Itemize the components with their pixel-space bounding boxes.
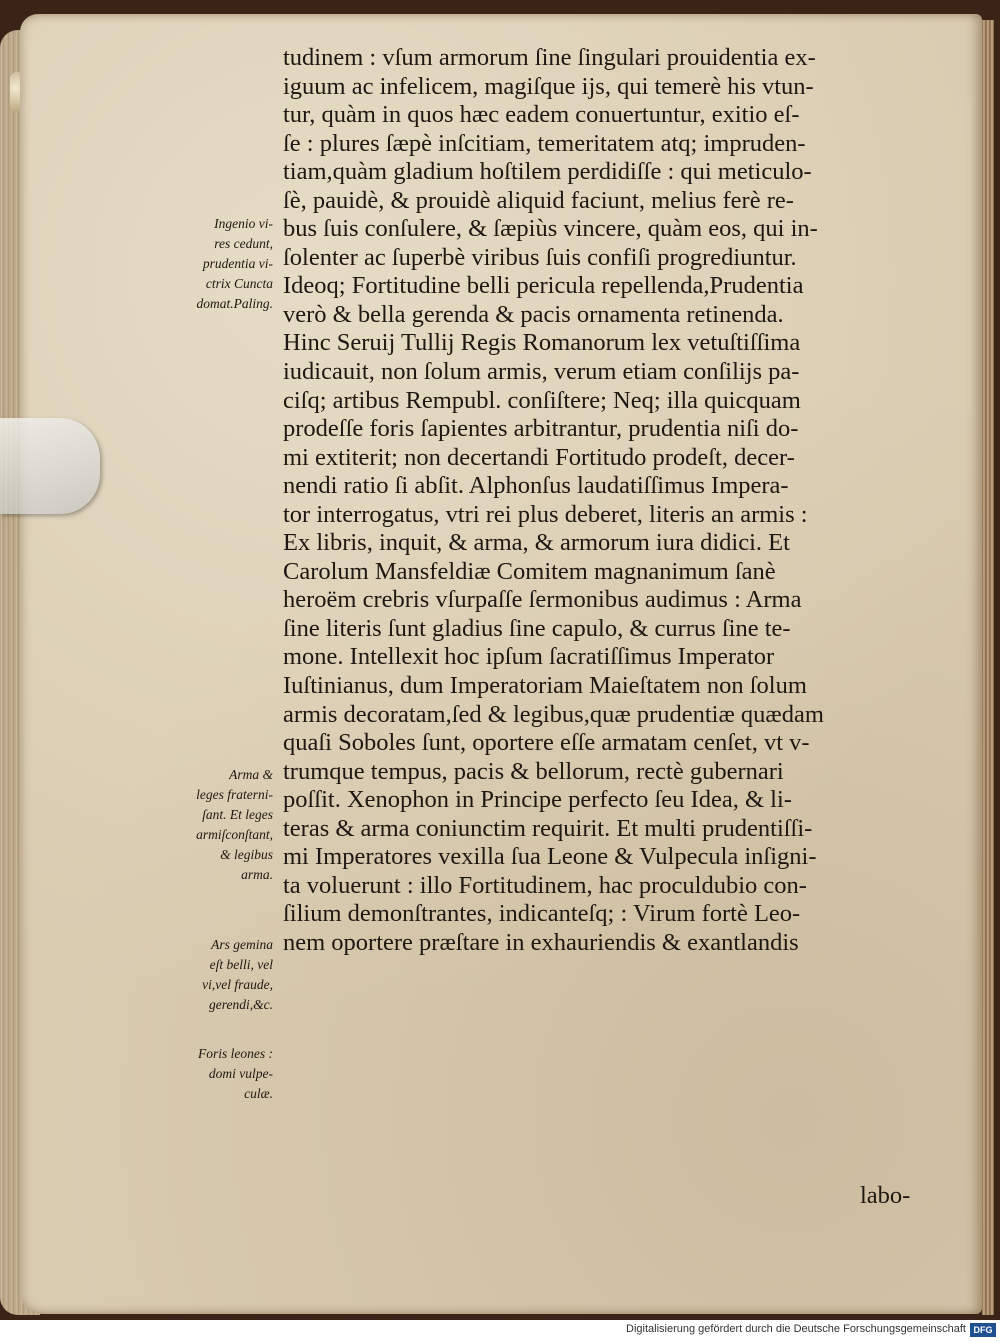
- marginal-note-line: ſant. Et leges: [202, 807, 273, 822]
- marginal-note-foris-leones: [158, 1044, 273, 1104]
- text-line: armis decoratam,ſed & legibus,quæ prudentiæ quædam: [283, 700, 824, 728]
- text-line: Ideoq; Fortitudine belli pericula repellenda,Prudentia: [283, 272, 804, 300]
- text-line: Hinc Seruij Tullij Regis Romanorum lex vetuſtiſſima: [283, 329, 801, 357]
- page-right-edge: [982, 20, 994, 1315]
- main-text-block: [283, 44, 933, 958]
- text-line: tiam,quàm gladium hoſtilem perdidiſſe : qui meticulo-: [283, 158, 812, 186]
- text-line: bus ſuis conſulere, & ſæpiùs vincere, quàm eos, qui in-: [283, 215, 818, 243]
- marginal-note-line: & legibus: [220, 847, 273, 862]
- marginal-note-line: Arma &: [229, 767, 273, 782]
- text-line: ſilium demonſtrantes, indicanteſq; : Virum fortè Leo-: [283, 900, 801, 928]
- marginal-note-line: res cedunt,: [214, 236, 273, 251]
- text-line: ta voluerunt : illo Fortitudinem, hac proculdubio con-: [283, 871, 807, 899]
- text-line: iudicauit, non ſolum armis, verum etiam conſilijs pa-: [283, 358, 800, 386]
- marginal-note-line: gerendi,&c.: [209, 997, 273, 1012]
- book-clip: [0, 418, 100, 514]
- marginal-note-line: domi vulpe-: [208, 1066, 273, 1081]
- marginal-note-line: culæ.: [244, 1086, 273, 1101]
- text-line: trumque tempus, pacis & bellorum, rectè gubernari: [283, 757, 784, 785]
- text-line: mi Imperatores vexilla ſua Leone & Vulpecula inſigni-: [283, 843, 817, 871]
- marginal-note-line: Ingenio vi-: [214, 216, 273, 231]
- text-line: Ex libris, inquit, & arma, & armorum iura didici. Et: [283, 529, 790, 557]
- marginal-note-line: vi,vel fraude,: [202, 977, 273, 992]
- text-line: ciſq; artibus Rempubl. conſiſtere; Neq; illa quicquam: [283, 386, 801, 414]
- marginal-note-ars-gemina: [158, 935, 273, 1015]
- funding-credit: Digitalisierung gefördert durch die Deutsche Forschungsgemeinschaft: [626, 1323, 966, 1335]
- text-line: mone. Intellexit hoc ipſum ſacratiſſimus Imperator: [283, 643, 775, 671]
- marginal-note-line: domat.Paling.: [196, 296, 273, 311]
- text-line: heroëm crebris vſurpaſſe ſermonibus audimus : Arma: [283, 586, 802, 614]
- marginal-note-ingenio: [158, 214, 273, 314]
- text-line: prodeſſe foris ſapientes arbitrantur, prudentia niſi do-: [283, 415, 799, 443]
- marginal-note-line: armiſconſtant,: [196, 827, 273, 842]
- marginal-note-line: ctrix Cuncta: [205, 276, 273, 291]
- catchword: labo-: [860, 1182, 911, 1209]
- text-line: Carolum Mansfeldiæ Comitem magnanimum ſanè: [283, 557, 776, 585]
- marginal-note-line: arma.: [241, 867, 273, 882]
- marginal-note-line: leges fraterni-: [196, 787, 273, 802]
- text-line: nem oportere præſtare in exhauriendis & exantlandis: [283, 928, 799, 956]
- footer-bar: [0, 1320, 1000, 1341]
- text-line: nendi ratio ſi abſit. Alphonſus laudatiſſimus Impera-: [283, 472, 789, 500]
- marginal-note-line: prudentia vi-: [202, 256, 273, 271]
- text-line: quaſi Soboles ſunt, oportere eſſe armatam cenſet, vt v-: [283, 729, 810, 757]
- text-line: ſine literis ſunt gladius ſine capulo, & currus ſine te-: [283, 614, 791, 642]
- text-line: poſſit. Xenophon in Principe perfecto ſeu Idea, & li-: [283, 786, 792, 814]
- text-line: ſè, pauidè, & prouidè aliquid faciunt, melius ferè re-: [283, 186, 794, 214]
- dfg-logo: DFG: [970, 1323, 996, 1337]
- text-line: iguum ac infelicem, magiſque ijs, qui temerè his vtun-: [283, 72, 814, 100]
- text-line: ſolenter ac ſuperbè viribus ſuis confiſi progrediuntur.: [283, 243, 797, 271]
- text-line: tur, quàm in quos hæc eadem conuertuntur, exitio eſ-: [283, 101, 800, 129]
- text-line: mi extiterit; non decertandi Fortitudo prodeſt, decer-: [283, 443, 795, 471]
- marginal-note-line: Foris leones :: [198, 1046, 273, 1061]
- text-line: teras & arma coniunctim requirit. Et multi prudentiſſi-: [283, 814, 813, 842]
- text-line: verò & bella gerenda & pacis ornamenta retinenda.: [283, 300, 784, 328]
- text-line: tudinem : vſum armorum ſine ſingulari prouidentia ex-: [283, 44, 816, 71]
- marginal-note-line: Ars gemina: [211, 937, 273, 952]
- marginal-note-arma-leges: [158, 765, 273, 885]
- text-line: ſe : plures ſæpè inſcitiam, temeritatem atq; impruden-: [283, 129, 806, 157]
- text-line: Iuſtinianus, dum Imperatoriam Maieſtatem non ſolum: [283, 672, 807, 700]
- text-line: tor interrogatus, vtri rei plus deberet, literis an armis :: [283, 500, 808, 528]
- marginal-note-line: eſt belli, vel: [209, 957, 273, 972]
